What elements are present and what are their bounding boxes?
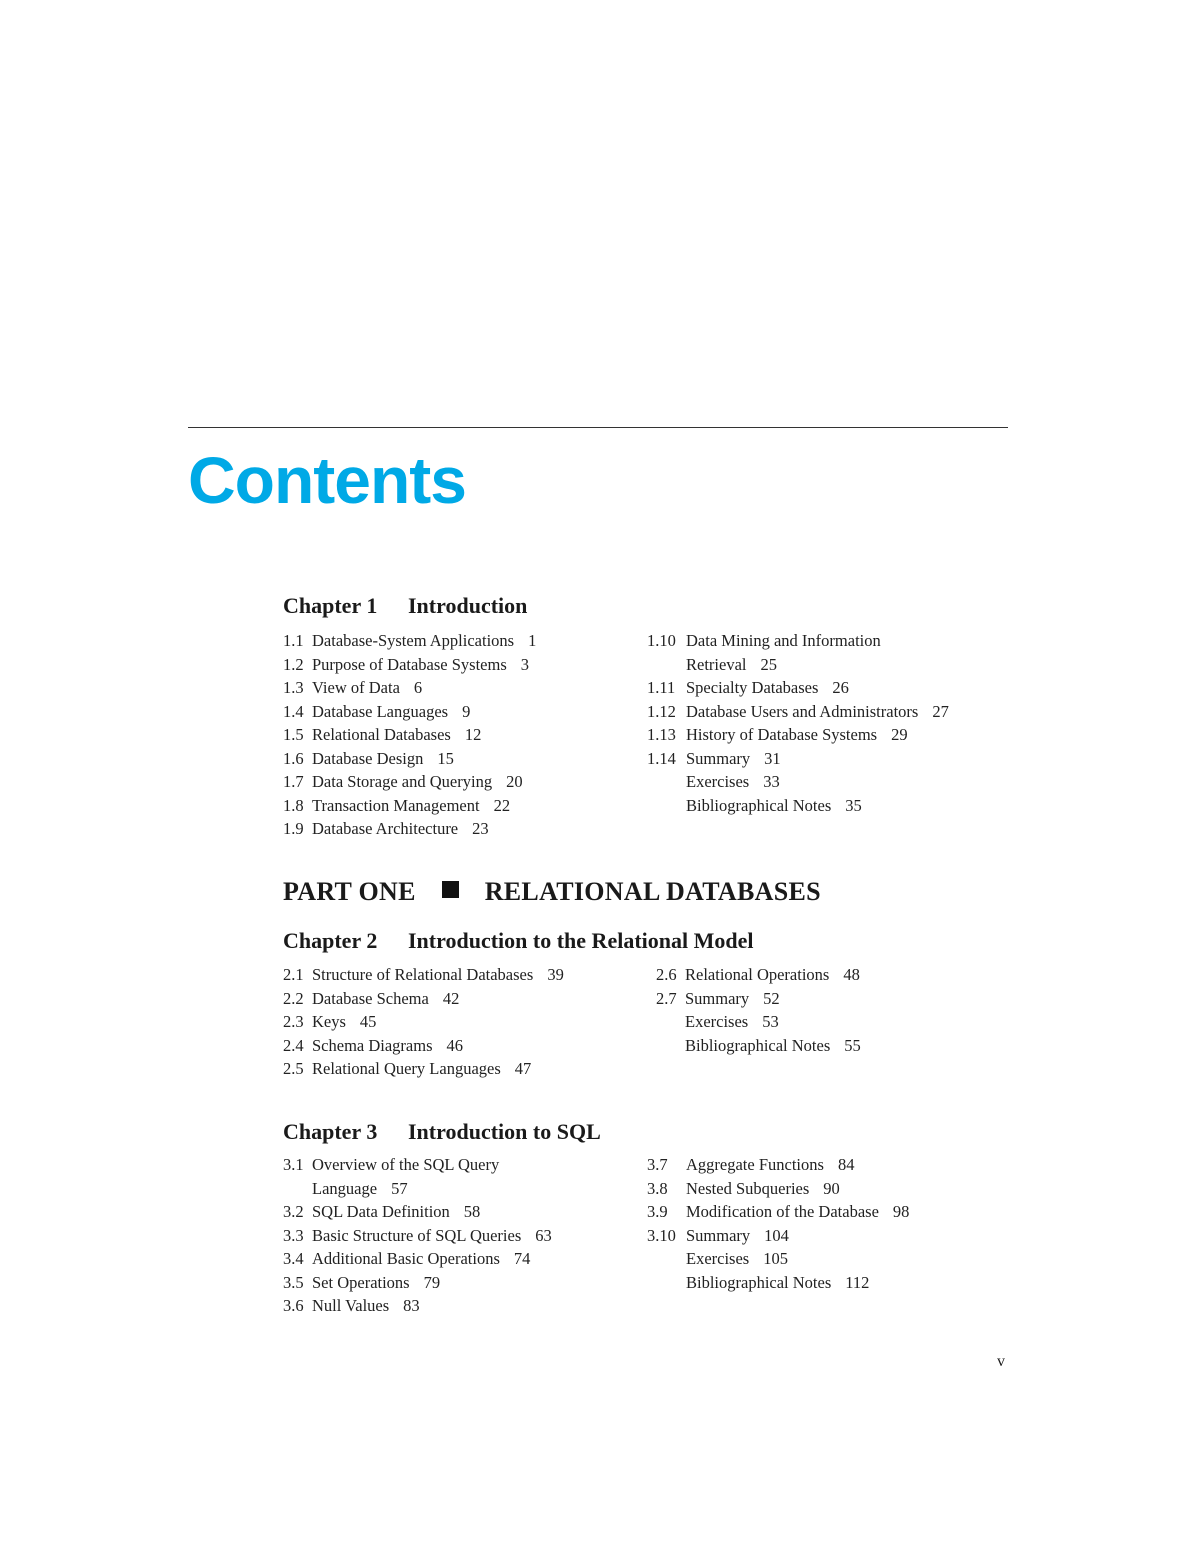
- toc-entry-number: 2.6: [656, 965, 677, 984]
- square-bullet-icon: [442, 881, 459, 898]
- toc-entry: [647, 1247, 909, 1271]
- toc-entry: [647, 1153, 909, 1177]
- toc-entry: [656, 987, 861, 1011]
- toc-entry-title: Aggregate Functions: [686, 1155, 824, 1174]
- toc-entry: [283, 629, 536, 653]
- toc-entry-page: 23: [472, 819, 489, 838]
- chapter-1-title: Introduction: [408, 593, 528, 618]
- toc-entry-title: Basic Structure of SQL Queries: [312, 1225, 522, 1245]
- toc-entry: [647, 700, 949, 724]
- toc-entry-page: 63: [535, 1225, 552, 1245]
- toc-entry-number: 3.3: [283, 1225, 304, 1245]
- toc-entry-page: 33: [763, 772, 780, 791]
- toc-entry-number: 1.11: [647, 678, 676, 697]
- chapter-2-right-list: [656, 963, 861, 1057]
- toc-entry-page: 105: [763, 1249, 788, 1268]
- toc-entry: [283, 1034, 564, 1058]
- top-rule: [188, 427, 1008, 428]
- toc-entry-title: Database-System Applications: [312, 631, 515, 650]
- toc-entry-number: 1.8: [283, 795, 304, 815]
- toc-entry-title: Nested Subqueries: [686, 1178, 810, 1198]
- toc-entry-title: Database Architecture: [312, 819, 459, 838]
- toc-entry-title: Bibliographical Notes: [686, 795, 832, 815]
- chapter-2-label: Chapter 2: [283, 928, 378, 953]
- toc-entry: [647, 1224, 909, 1248]
- toc-entry-number: 3.10: [647, 1225, 676, 1245]
- chapter-1-right-list: [647, 629, 949, 817]
- toc-entry-page: 1: [528, 631, 537, 650]
- toc-entry-number: 1.9: [283, 819, 304, 838]
- toc-entry-title: Summary: [686, 1225, 751, 1245]
- toc-entry-page: 53: [762, 1012, 779, 1031]
- toc-entry-page: 12: [464, 725, 482, 744]
- toc-entry-title: History of Database Systems: [686, 725, 878, 744]
- toc-entry-number: 3.8: [647, 1178, 668, 1198]
- toc-entry-title: Exercises: [685, 1012, 749, 1031]
- toc-entry: [283, 1224, 552, 1248]
- toc-entry-number: 2.2: [283, 988, 304, 1008]
- toc-entry-title: Specialty Databases: [686, 678, 819, 697]
- toc-entry-number: 3.9: [647, 1202, 668, 1221]
- toc-entry-page: 27: [932, 701, 949, 721]
- toc-entry-number: 3.6: [283, 1296, 304, 1315]
- toc-entry: [283, 676, 536, 700]
- toc-entry-number: 1.5: [283, 725, 304, 744]
- part-one-heading: [283, 876, 821, 908]
- toc-entry-title: Bibliographical Notes: [685, 1035, 831, 1055]
- toc-entry-title: Database Users and Administrators: [686, 701, 919, 721]
- toc-entry-number: 3.1: [283, 1155, 304, 1174]
- toc-entry: [283, 1200, 552, 1224]
- toc-entry-page: 25: [760, 654, 777, 674]
- toc-entry-title: Exercises: [686, 772, 750, 791]
- toc-entry-title: Summary: [686, 748, 751, 768]
- toc-entry: [647, 723, 949, 747]
- toc-entry-number: 2.1: [283, 965, 304, 984]
- toc-entry: [283, 794, 536, 818]
- toc-entry-title: Data Storage and Querying: [312, 772, 493, 791]
- part-title: RELATIONAL DATABASES: [484, 877, 821, 906]
- chapter-1-left-list: [283, 629, 536, 841]
- toc-entry-number: 1.4: [283, 701, 304, 721]
- toc-entry-title: Keys: [312, 1012, 346, 1031]
- part-label: PART ONE: [283, 877, 416, 906]
- toc-entry-page: 6: [413, 678, 423, 697]
- toc-entry-title: Relational Query Languages: [312, 1059, 501, 1078]
- toc-entry-number: 1.12: [647, 701, 676, 721]
- toc-entry-page: 112: [845, 1272, 870, 1292]
- toc-entry: [647, 770, 949, 794]
- toc-entry-number: 2.5: [283, 1059, 304, 1078]
- toc-entry-title: Null Values: [312, 1296, 390, 1315]
- toc-entry-number: 3.4: [283, 1249, 304, 1268]
- toc-entry: [647, 794, 949, 818]
- toc-entry-number: 2.3: [283, 1012, 304, 1031]
- toc-entry-number: 3.7: [647, 1155, 668, 1174]
- toc-entry: [647, 629, 949, 676]
- toc-entry-title: Additional Basic Operations: [312, 1249, 500, 1268]
- toc-entry-title: View of Data: [312, 678, 400, 697]
- toc-entry: [283, 987, 564, 1011]
- toc-entry: [283, 1294, 552, 1318]
- toc-entry: [283, 817, 536, 841]
- toc-entry: [283, 653, 536, 677]
- toc-entry-page: 104: [764, 1225, 789, 1245]
- toc-entry-title: Relational Databases: [312, 725, 451, 744]
- chapter-3-label: Chapter 3: [283, 1119, 378, 1144]
- toc-entry-title-continuation: Language: [312, 1178, 378, 1198]
- toc-entry: [647, 1177, 909, 1201]
- toc-entry: [283, 1247, 552, 1271]
- toc-entry-page: 74: [513, 1249, 531, 1268]
- toc-entry-number: 1.13: [647, 725, 676, 744]
- toc-entry: [656, 963, 861, 987]
- toc-entry-page: 57: [391, 1178, 408, 1198]
- toc-entry-number: 1.3: [283, 678, 304, 697]
- toc-entry-title: Bibliographical Notes: [686, 1272, 832, 1292]
- toc-entry-page: 42: [442, 988, 460, 1008]
- chapter-2-heading: [283, 927, 753, 955]
- toc-entry-number: 1.1: [283, 631, 304, 650]
- toc-entry-number: 1.2: [283, 654, 304, 674]
- toc-entry: [283, 963, 564, 987]
- toc-entry-page: 47: [514, 1059, 532, 1078]
- chapter-3-heading: [283, 1118, 601, 1146]
- toc-entry: [283, 1153, 552, 1200]
- toc-entry-page: 22: [493, 795, 511, 815]
- toc-entry-page: 35: [845, 795, 862, 815]
- toc-entry-number: 1.6: [283, 748, 304, 768]
- chapter-2-title: Introduction to the Relational Model: [408, 928, 754, 953]
- toc-entry-page: 46: [446, 1035, 464, 1055]
- toc-entry-title-continuation: Retrieval: [686, 654, 747, 674]
- toc-entry-title: Overview of the SQL Query: [312, 1155, 500, 1174]
- toc-entry-page: 48: [843, 965, 860, 984]
- toc-entry-page: 90: [823, 1178, 840, 1198]
- toc-entry-number: 3.5: [283, 1272, 304, 1292]
- toc-entry-title: SQL Data Definition: [312, 1202, 450, 1221]
- toc-entry: [656, 1034, 861, 1058]
- toc-entry-page: 98: [892, 1202, 910, 1221]
- toc-entry-number: 1.7: [283, 772, 304, 791]
- toc-entry-number: 1.10: [647, 631, 676, 650]
- toc-entry-title: Schema Diagrams: [312, 1035, 433, 1055]
- toc-entry-page: 84: [837, 1155, 855, 1174]
- toc-entry-page: 83: [403, 1296, 420, 1315]
- toc-entry: [283, 747, 536, 771]
- toc-entry: [647, 676, 949, 700]
- toc-entry-page: 26: [832, 678, 849, 697]
- toc-entry-number: 2.4: [283, 1035, 304, 1055]
- toc-entry-number: 1.14: [647, 748, 676, 768]
- chapter-1-heading: [283, 592, 527, 620]
- toc-entry: [647, 747, 949, 771]
- toc-entry-page: 45: [359, 1012, 377, 1031]
- toc-entry-page: 39: [547, 965, 564, 984]
- toc-entry-page: 15: [437, 748, 454, 768]
- toc-entry: [283, 1010, 564, 1034]
- toc-entry: [283, 700, 536, 724]
- chapter-3-left-list: [283, 1153, 552, 1318]
- toc-entry-title: Database Languages: [312, 701, 449, 721]
- chapter-3-title: Introduction to SQL: [408, 1119, 601, 1144]
- toc-entry-page: 9: [462, 701, 471, 721]
- toc-entry: [656, 1010, 861, 1034]
- toc-entry: [647, 1271, 909, 1295]
- toc-entry-title: Data Mining and Information: [686, 631, 881, 650]
- toc-entry-page: 58: [463, 1202, 481, 1221]
- page-number: v: [997, 1353, 1005, 1370]
- chapter-2-left-list: [283, 963, 564, 1081]
- page-title: Contents: [188, 443, 466, 517]
- toc-entry-title: Modification of the Database: [686, 1202, 879, 1221]
- toc-entry-page: 79: [423, 1272, 441, 1292]
- chapter-3-right-list: [647, 1153, 909, 1294]
- toc-entry-page: 31: [764, 748, 781, 768]
- toc-entry-title: Database Design: [312, 748, 424, 768]
- toc-entry-page: 55: [844, 1035, 861, 1055]
- toc-entry-title: Exercises: [686, 1249, 750, 1268]
- toc-entry-number: 3.2: [283, 1202, 304, 1221]
- chapter-1-label: Chapter 1: [283, 593, 378, 618]
- toc-entry-page: 20: [506, 772, 523, 791]
- toc-entry: [283, 1271, 552, 1295]
- toc-entry-page: 29: [891, 725, 908, 744]
- toc-entry: [283, 770, 536, 794]
- toc-entry: [647, 1200, 909, 1224]
- toc-entry-page: 52: [763, 988, 780, 1008]
- toc-entry-number: 2.7: [656, 988, 677, 1008]
- toc-entry-page: 3: [520, 654, 530, 674]
- toc-entry-title: Database Schema: [312, 988, 429, 1008]
- toc-entry-title: Relational Operations: [685, 965, 830, 984]
- toc-entry-title: Set Operations: [312, 1272, 410, 1292]
- toc-entry-title: Summary: [685, 988, 750, 1008]
- toc-entry-title: Structure of Relational Databases: [312, 965, 534, 984]
- toc-entry-title: Purpose of Database Systems: [312, 654, 507, 674]
- toc-entry-title: Transaction Management: [312, 795, 480, 815]
- toc-entry: [283, 723, 536, 747]
- toc-entry: [283, 1057, 564, 1081]
